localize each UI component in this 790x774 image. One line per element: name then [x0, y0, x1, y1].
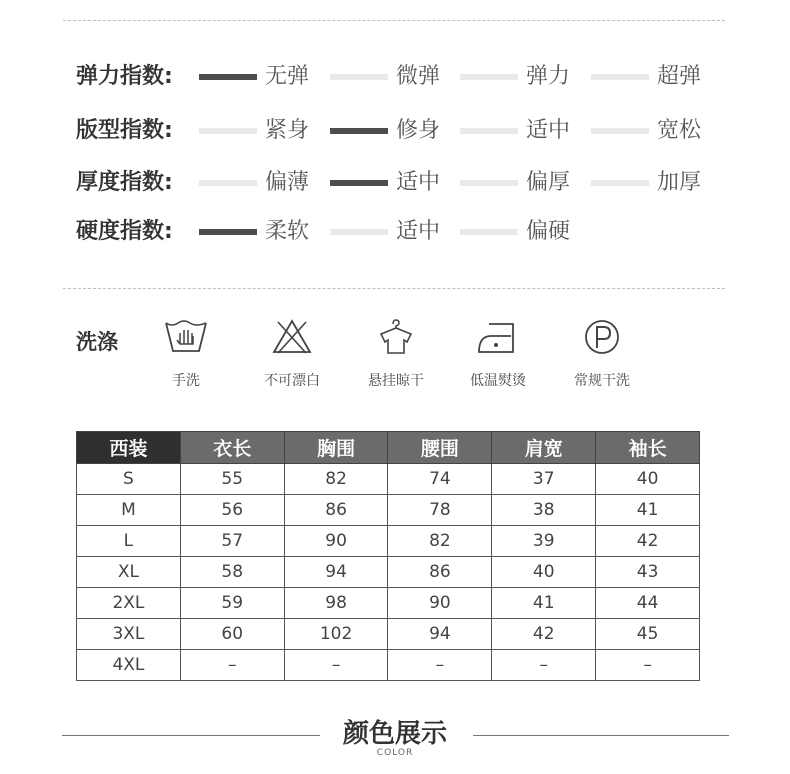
index-option: 偏厚	[526, 170, 571, 195]
measure-cell: 86	[388, 557, 492, 588]
size-cell: M	[77, 495, 181, 526]
index-bar-inactive	[199, 128, 257, 134]
measure-cell: 59	[180, 588, 284, 619]
table-row	[77, 650, 700, 681]
size-table	[76, 431, 700, 681]
care-label: 低温熨烫	[470, 373, 526, 389]
measure-cell: 60	[180, 619, 284, 650]
header-cell: 袖长	[596, 432, 700, 464]
measure-cell: 41	[596, 495, 700, 526]
index-option: 适中	[396, 170, 441, 195]
table-row	[77, 464, 700, 495]
measure-cell: 40	[596, 464, 700, 495]
index-option: 适中	[396, 219, 441, 244]
section-title: 颜色展示	[342, 719, 447, 749]
table-row	[77, 557, 700, 588]
measure-cell: 42	[492, 619, 596, 650]
header-cell: 胸围	[284, 432, 388, 464]
header-cell: 衣长	[180, 432, 284, 464]
table-row	[77, 619, 700, 650]
index-bar-inactive	[330, 74, 388, 80]
size-cell: 4XL	[77, 650, 181, 681]
index-bar-active	[330, 128, 388, 134]
index-option: 无弹	[265, 64, 310, 89]
index-bar-inactive	[460, 74, 518, 80]
table-row	[77, 495, 700, 526]
no-bleach-icon	[269, 318, 315, 356]
table-row	[77, 588, 700, 619]
index-bar-inactive	[199, 180, 257, 186]
measure-cell: 39	[492, 526, 596, 557]
size-cell: 2XL	[77, 588, 181, 619]
measure-cell: 38	[492, 495, 596, 526]
index-option: 超弹	[657, 64, 702, 89]
care-item-no-bleach	[252, 318, 332, 390]
measure-cell: 74	[388, 464, 492, 495]
middle-divider	[63, 288, 725, 289]
size-cell: L	[77, 526, 181, 557]
index-bar-inactive	[330, 229, 388, 235]
care-label: 常规干洗	[574, 373, 630, 389]
care-item-hand-wash	[146, 318, 226, 390]
size-cell: 3XL	[77, 619, 181, 650]
measure-cell: 44	[596, 588, 700, 619]
measure-cell: 94	[284, 557, 388, 588]
dry-clean-p-icon	[579, 318, 625, 356]
measure-cell: 90	[388, 588, 492, 619]
index-bar-inactive	[460, 229, 518, 235]
measure-cell: 57	[180, 526, 284, 557]
size-cell: S	[77, 464, 181, 495]
measure-cell: 58	[180, 557, 284, 588]
index-bar-active	[199, 74, 257, 80]
care-item-hang-dry	[356, 318, 436, 390]
index-bar-inactive	[460, 128, 518, 134]
hand-wash-icon	[163, 318, 209, 356]
care-item-dry-clean	[562, 318, 642, 390]
measure-cell: 94	[388, 619, 492, 650]
index-label: 硬度指数:	[76, 219, 173, 244]
index-bar-active	[199, 229, 257, 235]
washing-title: 洗涤	[76, 330, 118, 354]
footer-line-right	[473, 735, 729, 736]
header-cell: 肩宽	[492, 432, 596, 464]
care-item-low-iron	[458, 318, 538, 390]
measure-cell: –	[388, 650, 492, 681]
measure-cell: 41	[492, 588, 596, 619]
measure-cell: –	[180, 650, 284, 681]
measure-cell: 43	[596, 557, 700, 588]
header-cell: 西装	[77, 432, 181, 464]
index-option: 宽松	[657, 118, 702, 143]
measure-cell: 102	[284, 619, 388, 650]
index-bar-inactive	[460, 180, 518, 186]
index-option: 加厚	[657, 170, 702, 195]
measure-cell: 40	[492, 557, 596, 588]
measure-cell: 82	[388, 526, 492, 557]
index-label: 厚度指数:	[76, 170, 173, 195]
care-label: 手洗	[172, 373, 200, 389]
index-option: 紧身	[265, 118, 310, 143]
index-label: 弹力指数:	[76, 64, 173, 89]
index-bar-inactive	[591, 128, 649, 134]
index-option: 弹力	[526, 64, 571, 89]
measure-cell: 98	[284, 588, 388, 619]
measure-cell: 37	[492, 464, 596, 495]
index-bar-active	[330, 180, 388, 186]
measure-cell: 90	[284, 526, 388, 557]
measure-cell: 82	[284, 464, 388, 495]
care-label: 不可漂白	[264, 373, 320, 389]
hang-dry-icon	[373, 318, 419, 356]
measure-cell: 56	[180, 495, 284, 526]
section-subtitle: COLOR	[376, 748, 414, 758]
index-option: 偏硬	[526, 219, 571, 244]
measure-cell: –	[284, 650, 388, 681]
measure-cell: 78	[388, 495, 492, 526]
index-option: 柔软	[265, 219, 310, 244]
index-label: 版型指数:	[76, 118, 173, 143]
index-option: 修身	[396, 118, 441, 143]
header-cell: 腰围	[388, 432, 492, 464]
measure-cell: 42	[596, 526, 700, 557]
top-divider	[63, 20, 725, 21]
index-option: 偏薄	[265, 170, 310, 195]
measure-cell: 45	[596, 619, 700, 650]
table-row	[77, 526, 700, 557]
footer-line-left	[62, 735, 320, 736]
index-option: 微弹	[396, 64, 441, 89]
measure-cell: –	[596, 650, 700, 681]
size-cell: XL	[77, 557, 181, 588]
care-label: 悬挂晾干	[368, 373, 424, 389]
index-bar-inactive	[591, 74, 649, 80]
measure-cell: 86	[284, 495, 388, 526]
index-option: 适中	[526, 118, 571, 143]
index-bar-inactive	[591, 180, 649, 186]
size-table-header	[77, 432, 700, 464]
low-iron-icon	[475, 318, 521, 356]
measure-cell: –	[492, 650, 596, 681]
measure-cell: 55	[180, 464, 284, 495]
